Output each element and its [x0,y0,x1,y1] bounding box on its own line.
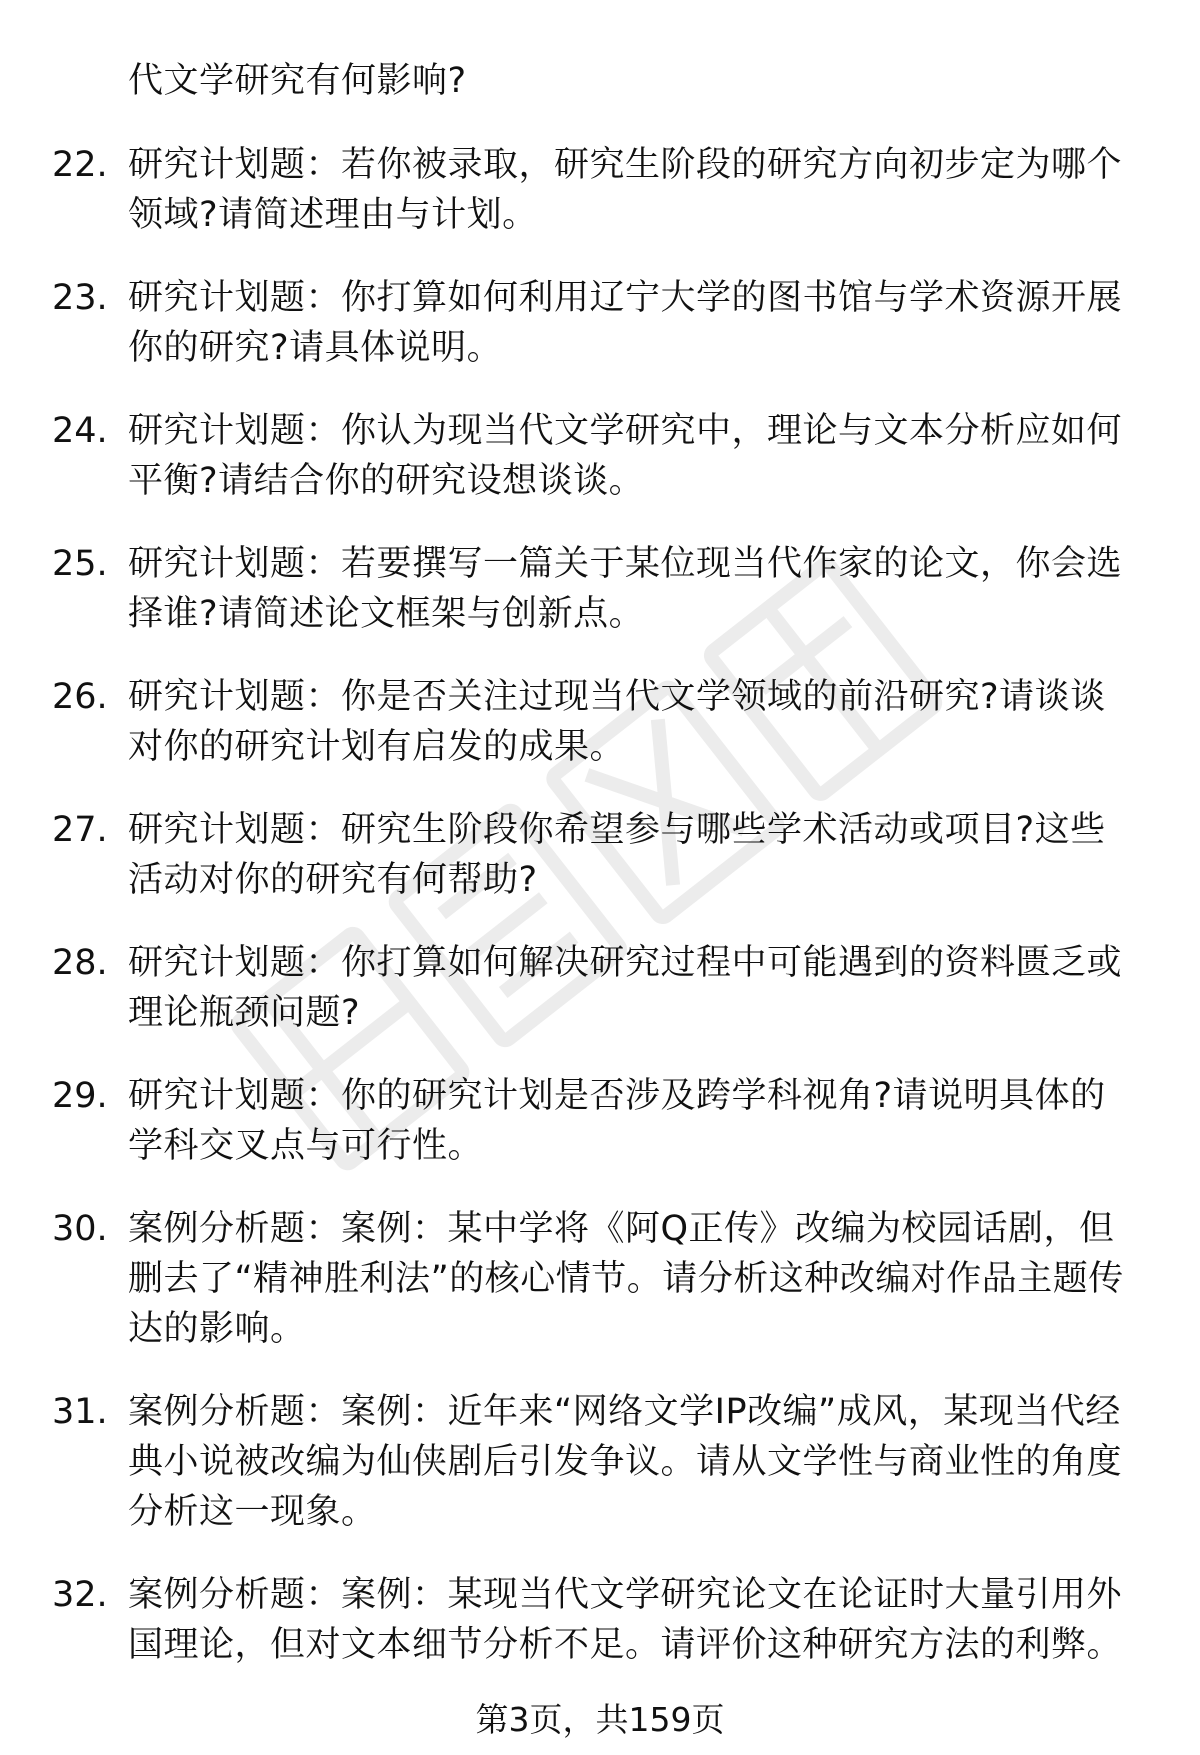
question-item [0,1570,1200,1670]
question-text: 研究计划题：你的研究计划是否涉及跨学科视角?请说明具体的学科交叉点与可行性。 [128,1076,1106,1166]
question-item [0,805,1200,905]
question-number: 32. [52,1575,108,1615]
question-item [0,140,1200,240]
question-text: 案例分析题：案例：某现当代文学研究论文在论证时大量引用外国理论，但对文本细节分析不足。请评价这种研究方法的利弊。 [128,1575,1123,1665]
question-number: 26. [52,677,108,717]
question-text: 研究计划题：你打算如何利用辽宁大学的图书馆与学术资源开展你的研究?请具体说明。 [128,278,1123,368]
question-text: 研究计划题：若你被录取，研究生阶段的研究方向初步定为哪个领域?请简述理由与计划。 [128,145,1123,235]
question-item [0,938,1200,1038]
question-number: 31. [52,1392,108,1432]
question-number: 24. [52,411,108,451]
question-text: 案例分析题：案例：近年来“网络文学IP改编”成风，某现当代经典小说被改编为仙侠剧后引发争议。请从文学性与商业性的角度分析这一现象。 [128,1392,1123,1532]
question-item [0,539,1200,639]
continuation-text: 代文学研究有何影响? [128,61,467,101]
question-text: 研究计划题：若要撰写一篇关于某位现当代作家的论文，你会选择谁?请简述论文框架与创新点。 [128,544,1123,634]
question-number: 23. [52,278,108,318]
question-number: 30. [52,1209,108,1249]
question-number: 28. [52,943,108,983]
question-number: 22. [52,145,108,185]
question-item [0,1071,1200,1171]
question-item [0,273,1200,373]
question-text: 研究计划题：你是否关注过现当代文学领域的前沿研究?请谈谈对你的研究计划有启发的成果。 [128,677,1106,767]
question-text: 研究计划题：你打算如何解决研究过程中可能遇到的资料匮乏或理论瓶颈问题? [128,943,1123,1033]
question-text: 案例分析题：案例：某中学将《阿Q正传》改编为校园话剧，但删去了“精神胜利法”的核心情节。请分析这种改编对作品主题传达的影响。 [128,1209,1124,1349]
question-item [0,672,1200,772]
page-number-footer: 第3页，共159页 [475,1700,725,1739]
question-item [0,1204,1200,1354]
question-item [0,1387,1200,1537]
question-list [0,140,1200,1703]
question-text: 研究计划题：你认为现当代文学研究中，理论与文本分析应如何平衡?请结合你的研究设想谈谈。 [128,411,1123,501]
question-item [0,406,1200,506]
question-number: 25. [52,544,108,584]
question-number: 29. [52,1076,108,1116]
question-number: 27. [52,810,108,850]
question-text: 研究计划题：研究生阶段你希望参与哪些学术活动或项目?这些活动对你的研究有何帮助? [128,810,1106,900]
